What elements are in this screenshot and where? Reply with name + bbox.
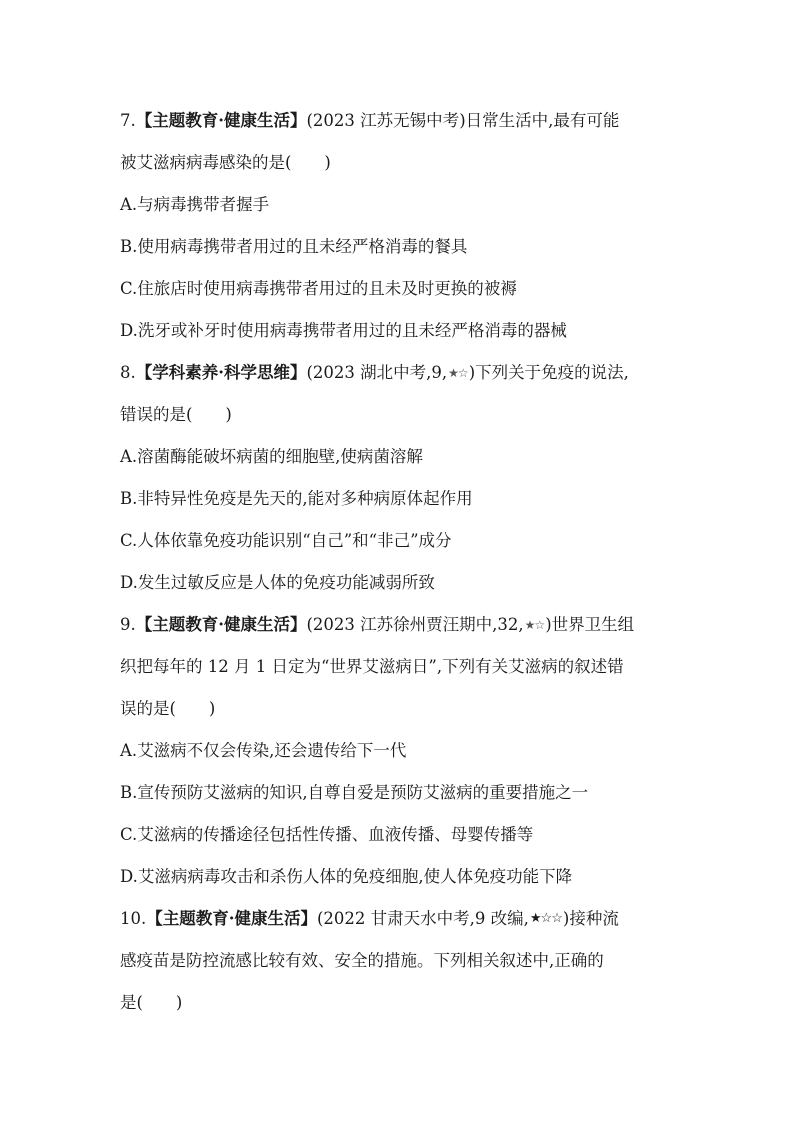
question-stem: 错误的是( ) (120, 405, 232, 424)
option-text: A.艾滋病不仅会传染,还会遗传给下一代 (120, 741, 407, 760)
question-source: (2023 江苏徐州贾汪期中,32, (306, 615, 524, 634)
question-7-option-a (120, 184, 680, 226)
question-tag: 【主题教育·健康生活】 (135, 111, 307, 130)
question-8-option-c (120, 520, 680, 562)
question-tag: 【主题教育·健康生活】 (146, 909, 317, 928)
question-10-line-3 (120, 982, 680, 1024)
question-number: 8. (120, 363, 136, 382)
difficulty-stars-icon: ★☆ (524, 618, 545, 632)
question-stem: 接种流 (569, 909, 619, 928)
option-text: C.艾滋病的传播途径包括性传播、血液传播、母婴传播等 (120, 825, 534, 844)
question-9-line-1 (120, 604, 680, 646)
question-7-option-b (120, 226, 680, 268)
option-text: D.洗牙或补牙时使用病毒携带者用过的且未经严格消毒的器械 (120, 321, 567, 340)
question-tag: 【主题教育·健康生活】 (135, 615, 307, 634)
question-7-option-d (120, 310, 680, 352)
question-7-line-2 (120, 142, 680, 184)
question-stem: 感疫苗是防控流感比较有效、安全的措施。下列相关叙述中,正确的 (120, 951, 604, 970)
question-9-line-3 (120, 688, 680, 730)
question-source: (2023 江苏无锡中考 (306, 111, 460, 130)
option-text: C.人体依靠免疫功能识别“自己”和“非己”成分 (120, 531, 452, 550)
question-tag: 【学科素养·科学思维】 (135, 363, 307, 382)
question-9-option-d (120, 856, 680, 898)
question-stem: 被艾滋病病毒感染的是( ) (120, 153, 331, 172)
question-source: (2022 甘肃天水中考,9 改编, (317, 909, 529, 928)
difficulty-stars-icon: ★☆☆ (529, 911, 562, 926)
question-source-close: ) (468, 363, 476, 382)
option-text: D.艾滋病病毒攻击和杀伤人体的免疫细胞,使人体免疫功能下降 (120, 867, 573, 886)
question-8-option-a (120, 436, 680, 478)
question-stem: 误的是( ) (120, 699, 216, 718)
question-stem: 世界卫生组 (551, 615, 635, 634)
question-7-option-c (120, 268, 680, 310)
question-stem: 下列关于免疫的说法, (475, 363, 629, 382)
option-text: B.非特异性免疫是先天的,能对多种病原体起作用 (120, 489, 473, 508)
question-stem: 日常生活中,最有可能 (465, 111, 620, 130)
option-text: C.住旅店时使用病毒携带者用过的且未及时更换的被褥 (120, 279, 517, 298)
question-number: 10. (120, 909, 147, 928)
option-text: A.与病毒携带者握手 (120, 195, 270, 214)
question-8-option-d (120, 562, 680, 604)
question-stem: 是( ) (120, 993, 183, 1012)
question-7-line-1 (120, 100, 680, 142)
question-10-line-2 (120, 940, 680, 982)
question-source-close: ) (545, 615, 552, 634)
question-10-line-1 (120, 898, 680, 940)
option-text: B.宣传预防艾滋病的知识,自尊自爱是预防艾滋病的重要措施之一 (120, 783, 589, 802)
question-9-option-c (120, 814, 680, 856)
question-number: 7. (120, 111, 136, 130)
question-8-line-1 (120, 352, 680, 394)
difficulty-stars-icon: ★☆ (448, 366, 468, 380)
question-number: 9. (120, 615, 136, 634)
question-list (120, 100, 680, 1024)
question-8-option-b (120, 478, 680, 520)
question-9-line-2 (120, 646, 680, 688)
option-text: D.发生过敏反应是人体的免疫功能减弱所致 (120, 573, 435, 592)
question-9-option-a (120, 730, 680, 772)
option-text: A.溶菌酶能破坏病菌的细胞壁,使病菌溶解 (120, 447, 423, 466)
question-source-close: ) (562, 909, 570, 928)
question-8-line-2 (120, 394, 680, 436)
question-9-option-b (120, 772, 680, 814)
option-text: B.使用病毒携带者用过的且未经严格消毒的餐具 (120, 237, 468, 256)
question-source-close: ) (459, 111, 466, 130)
question-stem: 织把每年的 12 月 1 日定为“世界艾滋病日”,下列有关艾滋病的叙述错 (120, 657, 624, 676)
question-source: (2023 湖北中考,9, (306, 363, 448, 382)
